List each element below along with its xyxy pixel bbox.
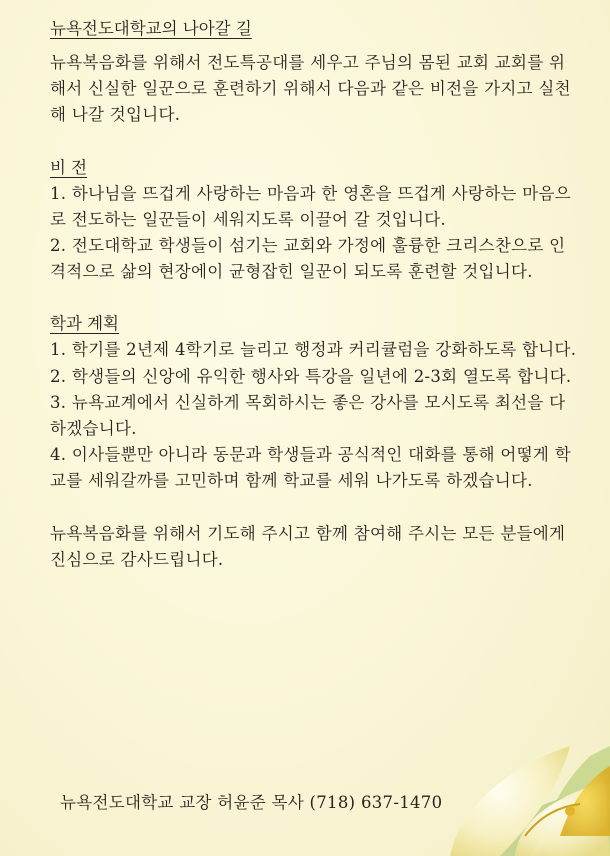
plan-item: 4. 이사들뿐만 아니라 동문과 학생들과 공식적인 대화를 통해 어떻게 학교를 세워갈까를 고민하며 함께 학교를 세워 나가도록 하겠습니다.: [50, 445, 571, 491]
lily-flower-decoration: [420, 686, 610, 856]
vision-list: [50, 181, 578, 286]
vision-item: 2. 전도대학교 학생들이 섬기는 교회와 가정에 훌륭한 크리스찬으로 인격적으로 삶의 현장에이 균형잡힌 일꾼이 되도록 훈련할 것입니다.: [50, 236, 566, 282]
vision-heading: 비 전: [50, 157, 88, 177]
plan-list: [50, 337, 578, 494]
plan-item: 3. 뉴욕교계에서 신실하게 목회하시는 좋은 강사를 모시도록 최선을 다하겠습니다.: [50, 392, 566, 439]
vision-item: 1. 하나님을 뜨겁게 사랑하는 마음과 한 영혼을 뜨겁게 사랑하는 마음으로 전도하는 일꾼들이 세워지도록 이끌어 갈 것입니다.: [50, 183, 571, 229]
plan-item: 1. 학기를 2년제 4학기로 늘리고 행정과 커리큘럼을 강화하도록 합니다.: [50, 340, 577, 360]
plan-heading: 학과 계획: [50, 314, 120, 334]
document-body: [50, 16, 578, 573]
page-title: 뉴욕전도대학교의 나아갈 길: [50, 19, 252, 38]
footer-signature: 뉴욕전도대학교 교장 허윤준 목사 (718) 637-1470: [60, 793, 443, 812]
plan-item: 2. 학생들의 신앙에 유익한 행사와 특강을 일년에 2-3회 열도록 합니다.: [50, 366, 572, 386]
closing-paragraph: 뉴욕복음화를 위해서 기도해 주시고 함께 참여해 주시는 모든 분들에게 진심으로 감사드립니다.: [50, 523, 566, 569]
intro-paragraph: 뉴욕복음화를 위해서 전도특공대를 세우고 주님의 몸된 교회 교회를 위해서 신실한 일꾼으로 훈련하기 위해서 다음과 같은 비전을 가지고 실천해 나갈 것입니다.: [50, 53, 571, 125]
